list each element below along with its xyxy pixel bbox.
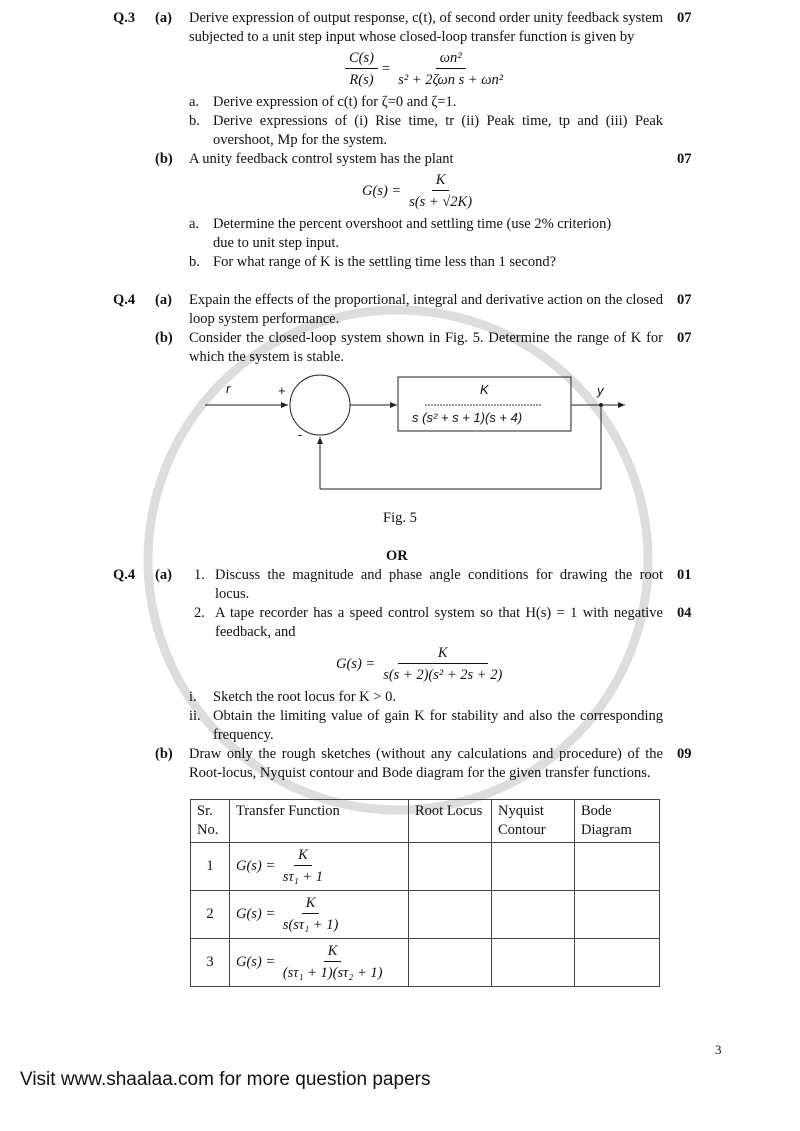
bode-cell — [575, 843, 660, 891]
marks: 04 — [677, 605, 692, 621]
table-row — [191, 939, 660, 987]
question-row — [113, 745, 800, 783]
question-number: Q.4 — [113, 292, 136, 308]
question-text: Expain the effects of the proportional, integral and derivative action on the closed loop system performance. — [189, 292, 663, 327]
marks: 09 — [677, 746, 692, 762]
question-text: Consider the closed-loop system shown in Fig. 5. Determine the range of K for which the system is stable. — [189, 330, 663, 365]
table-row — [191, 891, 660, 939]
question-row — [113, 566, 800, 604]
block-denominator: s (s² + s + 1)(s + 4) — [412, 410, 523, 425]
item-number: 2. — [194, 605, 205, 621]
bode-cell — [575, 939, 660, 987]
part-label: (b) — [155, 151, 173, 167]
footer-link[interactable]: Visit www.shaalaa.com for more question papers — [20, 1069, 431, 1090]
item-text: Sketch the root locus for K > 0. — [213, 689, 396, 705]
sr-number: 3 — [191, 939, 230, 987]
sub-item-row — [113, 93, 800, 112]
part-label: (a) — [155, 10, 172, 26]
sub-item-row — [113, 215, 800, 253]
item-number: a. — [189, 94, 200, 110]
item-text: For what range of K is the settling time less than 1 second? — [213, 254, 557, 270]
figure-caption: Fig. 5 — [383, 510, 417, 526]
item-text: A tape recorder has a speed control system so that H(s) = 1 with negative feedback, and — [215, 605, 663, 640]
question-number: Q.4 — [113, 567, 136, 583]
question-row — [113, 150, 800, 169]
sub-item-row — [113, 707, 800, 745]
root-locus-cell — [409, 891, 492, 939]
marks: 07 — [677, 292, 692, 308]
column-header: Sr. No. — [191, 800, 230, 843]
question-row — [113, 291, 800, 329]
marks: 01 — [677, 567, 692, 583]
sr-number: 1 — [191, 843, 230, 891]
item-text: Discuss the magnitude and phase angle conditions for drawing the root locus. — [215, 567, 663, 602]
item-number: 1. — [194, 567, 205, 583]
item-text: Obtain the limiting value of gain K for stability and also the corresponding frequency. — [213, 708, 663, 743]
column-header: Transfer Function — [230, 800, 409, 843]
question-text: Derive expression of output response, c(t), of second order unity feedback system subjected to a unit step input whose closed-loop transfer function is given by — [189, 10, 663, 45]
plus-sign: + — [278, 383, 286, 398]
part-label: (b) — [155, 746, 173, 762]
root-locus-cell — [409, 939, 492, 987]
input-label: r — [226, 381, 231, 396]
marks: 07 — [677, 330, 692, 346]
part-label: (a) — [155, 567, 172, 583]
marks: 07 — [677, 151, 692, 167]
equation-plant: G(s) = $\frac{K}{s(s + √2K)}$ — [362, 172, 473, 210]
sub-item-row — [113, 688, 800, 707]
transfer-function-cell: G(s) = $\frac{K}{\text{sτ₁ + 1}}$ — [230, 843, 409, 891]
question-number: Q.3 — [113, 10, 136, 26]
page-number: 3 — [715, 1042, 722, 1057]
nyquist-cell — [492, 891, 575, 939]
transfer-function-table — [190, 799, 660, 987]
minus-sign: - — [298, 427, 303, 442]
question-text: Draw only the rough sketches (without any calculations and procedure) of the Root-locus, Nyquist contour and Bode diagram for the given transfer functions. — [189, 746, 663, 781]
item-number: a. — [189, 216, 200, 232]
bode-cell — [575, 891, 660, 939]
question-row — [113, 9, 800, 47]
question-row — [113, 329, 800, 367]
equation-closed-loop-tf: $\frac{C(s)}{R(s)}$ = $\frac{\text{ωn²}}{\text{s² + 2ζωn s + ωn²}}$ — [345, 48, 800, 91]
nyquist-cell — [492, 939, 575, 987]
item-text: Determine the percent overshoot and settling time (use 2% criterion) due to unit step input. — [213, 216, 612, 251]
sr-number: 2 — [191, 891, 230, 939]
nyquist-cell — [492, 843, 575, 891]
transfer-function-cell: G(s) = $\frac{K}{\text{s(sτ₁ + 1)}}$ — [230, 891, 409, 939]
block-diagram — [0, 369, 800, 497]
column-header: Nyquist Contour — [492, 800, 575, 843]
output-label: y — [597, 383, 604, 398]
sub-item-row — [113, 253, 800, 272]
question-text: A unity feedback control system has the plant — [189, 151, 454, 167]
block-numerator: K — [480, 382, 489, 397]
root-locus-cell — [409, 843, 492, 891]
item-number: b. — [189, 254, 200, 270]
column-header: Bode Diagram — [575, 800, 660, 843]
item-text: Derive expressions of (i) Rise time, tr (ii) Peak time, tp and (iii) Peak overshoot, Mp for the system. — [213, 113, 663, 148]
table-row — [191, 843, 660, 891]
or-separator: OR — [386, 548, 408, 564]
equation-tape-recorder: G(s) = $\frac{K}{\text{s(s + 2)(s² + 2s + 2)}}$ — [336, 645, 503, 683]
item-number: i. — [189, 689, 197, 705]
column-header: Root Locus — [409, 800, 492, 843]
part-label: (b) — [155, 330, 173, 346]
marks: 07 — [677, 10, 692, 26]
sub-item-row — [113, 112, 800, 150]
item-number: b. — [189, 113, 200, 129]
item-text: Derive expression of c(t) for ζ=0 and ζ=1. — [213, 94, 457, 110]
item-number: ii. — [189, 708, 201, 724]
part-label: (a) — [155, 292, 172, 308]
question-row — [113, 604, 800, 642]
transfer-function-cell: G(s) = $\frac{K}{\text{(sτ₁ + 1)(sτ₂ + 1)}}$ — [230, 939, 409, 987]
